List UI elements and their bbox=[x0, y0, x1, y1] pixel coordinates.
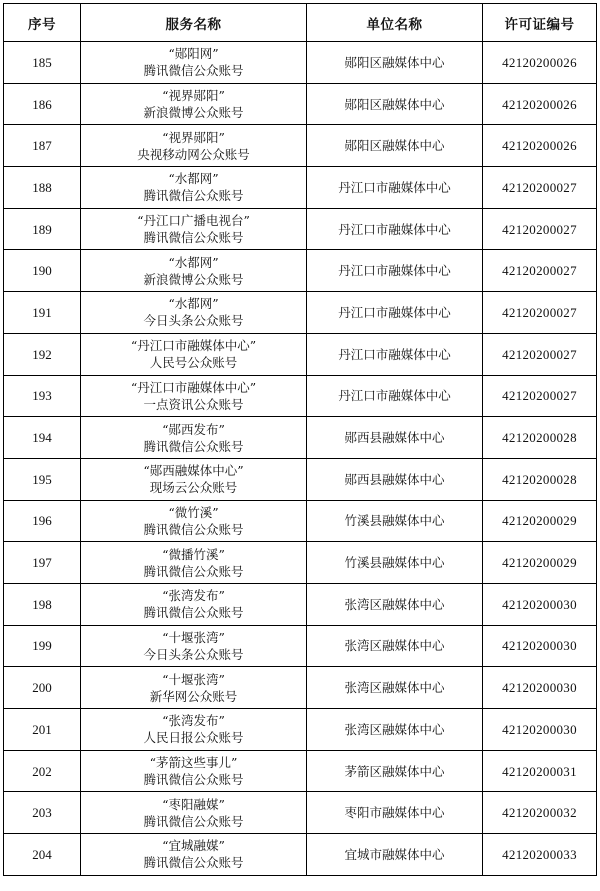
cell-license-number: 42120200030 bbox=[483, 583, 597, 625]
cell-service-name bbox=[81, 583, 307, 625]
cell-unit-name: 郧西县融媒体中心 bbox=[307, 417, 483, 459]
service-account-name: “茅箭这些事儿” bbox=[149, 755, 238, 771]
cell-unit-name: 丹江口市融媒体中心 bbox=[307, 250, 483, 292]
cell-service-name bbox=[81, 542, 307, 584]
service-platform: 腾讯微信公众账号 bbox=[143, 772, 244, 788]
cell-service-name bbox=[81, 333, 307, 375]
cell-service-name bbox=[81, 667, 307, 709]
service-platform: 新华网公众账号 bbox=[149, 688, 238, 704]
cell-unit-name: 竹溪县融媒体中心 bbox=[307, 500, 483, 542]
cell-license-number: 42120200033 bbox=[483, 834, 597, 876]
service-account-name: “微播竹溪” bbox=[162, 546, 225, 562]
table-row bbox=[4, 500, 597, 542]
table-row bbox=[4, 458, 597, 500]
cell-license-number: 42120200027 bbox=[483, 375, 597, 417]
cell-unit-name: 郧阳区融媒体中心 bbox=[307, 42, 483, 84]
cell-serial-number: 188 bbox=[4, 167, 81, 209]
service-account-name: “微竹溪” bbox=[168, 504, 219, 520]
cell-unit-name: 郧阳区融媒体中心 bbox=[307, 125, 483, 167]
cell-license-number: 42120200027 bbox=[483, 167, 597, 209]
cell-license-number: 42120200026 bbox=[483, 42, 597, 84]
service-account-name: “枣阳融媒” bbox=[162, 796, 225, 812]
service-account-name: “郧西发布” bbox=[162, 421, 225, 437]
service-platform: 腾讯微信公众账号 bbox=[143, 813, 244, 829]
cell-license-number: 42120200026 bbox=[483, 125, 597, 167]
cell-unit-name: 张湾区融媒体中心 bbox=[307, 709, 483, 751]
table-row bbox=[4, 834, 597, 876]
table-row bbox=[4, 167, 597, 209]
cell-unit-name: 枣阳市融媒体中心 bbox=[307, 792, 483, 834]
cell-service-name bbox=[81, 417, 307, 459]
service-platform: 腾讯微信公众账号 bbox=[143, 188, 244, 204]
cell-service-name bbox=[81, 167, 307, 209]
service-account-name: “宜城融媒” bbox=[162, 838, 225, 854]
cell-serial-number: 199 bbox=[4, 625, 81, 667]
cell-unit-name: 宜城市融媒体中心 bbox=[307, 834, 483, 876]
cell-serial-number: 194 bbox=[4, 417, 81, 459]
cell-service-name bbox=[81, 750, 307, 792]
table-row bbox=[4, 42, 597, 84]
service-platform: 腾讯微信公众账号 bbox=[143, 521, 244, 537]
cell-unit-name: 丹江口市融媒体中心 bbox=[307, 208, 483, 250]
table-row bbox=[4, 583, 597, 625]
cell-license-number: 42120200027 bbox=[483, 333, 597, 375]
service-account-name: “张湾发布” bbox=[162, 713, 225, 729]
cell-license-number: 42120200032 bbox=[483, 792, 597, 834]
cell-serial-number: 197 bbox=[4, 542, 81, 584]
service-platform: 腾讯微信公众账号 bbox=[143, 63, 244, 79]
service-platform: 腾讯微信公众账号 bbox=[143, 605, 244, 621]
service-account-name: “水都网” bbox=[168, 254, 219, 270]
service-platform: 腾讯微信公众账号 bbox=[143, 855, 244, 871]
service-account-name: “十堰张湾” bbox=[162, 629, 225, 645]
cell-service-name bbox=[81, 792, 307, 834]
cell-license-number: 42120200028 bbox=[483, 417, 597, 459]
table-row bbox=[4, 83, 597, 125]
cell-service-name bbox=[81, 625, 307, 667]
service-platform: 腾讯微信公众账号 bbox=[143, 563, 244, 579]
cell-license-number: 42120200029 bbox=[483, 542, 597, 584]
cell-serial-number: 196 bbox=[4, 500, 81, 542]
cell-serial-number: 187 bbox=[4, 125, 81, 167]
service-account-name: “丹江口广播电视台” bbox=[137, 213, 250, 229]
service-account-name: “视界郧阳” bbox=[162, 129, 225, 145]
service-platform: 人民号公众账号 bbox=[149, 355, 238, 371]
cell-unit-name: 张湾区融媒体中心 bbox=[307, 625, 483, 667]
header-unit-name: 单位名称 bbox=[307, 4, 483, 42]
cell-unit-name: 张湾区融媒体中心 bbox=[307, 583, 483, 625]
service-platform: 现场云公众账号 bbox=[149, 480, 238, 496]
service-platform: 一点资讯公众账号 bbox=[143, 396, 244, 412]
service-platform: 腾讯微信公众账号 bbox=[143, 438, 244, 454]
service-account-name: “郧西融媒体中心” bbox=[143, 463, 244, 479]
cell-service-name bbox=[81, 83, 307, 125]
cell-unit-name: 张湾区融媒体中心 bbox=[307, 667, 483, 709]
service-account-name: “丹江口市融媒体中心” bbox=[130, 338, 257, 354]
cell-service-name bbox=[81, 125, 307, 167]
cell-license-number: 42120200027 bbox=[483, 292, 597, 334]
cell-unit-name: 郧西县融媒体中心 bbox=[307, 458, 483, 500]
service-account-name: “张湾发布” bbox=[162, 588, 225, 604]
table-row bbox=[4, 375, 597, 417]
service-platform: 新浪微博公众账号 bbox=[143, 271, 244, 287]
service-platform: 腾讯微信公众账号 bbox=[143, 230, 244, 246]
cell-service-name bbox=[81, 208, 307, 250]
table-row bbox=[4, 208, 597, 250]
table-row bbox=[4, 667, 597, 709]
cell-license-number: 42120200026 bbox=[483, 83, 597, 125]
service-platform: 新浪微博公众账号 bbox=[143, 105, 244, 121]
cell-unit-name: 竹溪县融媒体中心 bbox=[307, 542, 483, 584]
cell-unit-name: 茅箭区融媒体中心 bbox=[307, 750, 483, 792]
cell-license-number: 42120200028 bbox=[483, 458, 597, 500]
table-row bbox=[4, 542, 597, 584]
table-row bbox=[4, 750, 597, 792]
cell-license-number: 42120200029 bbox=[483, 500, 597, 542]
cell-serial-number: 185 bbox=[4, 42, 81, 84]
cell-unit-name: 丹江口市融媒体中心 bbox=[307, 167, 483, 209]
header-license-number: 许可证编号 bbox=[483, 4, 597, 42]
cell-license-number: 42120200031 bbox=[483, 750, 597, 792]
cell-serial-number: 198 bbox=[4, 583, 81, 625]
cell-serial-number: 204 bbox=[4, 834, 81, 876]
cell-service-name bbox=[81, 834, 307, 876]
cell-service-name bbox=[81, 292, 307, 334]
table-body bbox=[4, 42, 597, 876]
cell-service-name bbox=[81, 709, 307, 751]
service-account-name: “水都网” bbox=[168, 171, 219, 187]
table-row bbox=[4, 250, 597, 292]
service-platform: 今日头条公众账号 bbox=[143, 313, 244, 329]
cell-license-number: 42120200030 bbox=[483, 667, 597, 709]
header-service-name: 服务名称 bbox=[81, 4, 307, 42]
cell-service-name bbox=[81, 500, 307, 542]
cell-serial-number: 193 bbox=[4, 375, 81, 417]
license-table bbox=[3, 3, 597, 876]
document-page bbox=[3, 3, 596, 876]
cell-unit-name: 丹江口市融媒体中心 bbox=[307, 333, 483, 375]
cell-serial-number: 203 bbox=[4, 792, 81, 834]
cell-serial-number: 191 bbox=[4, 292, 81, 334]
cell-service-name bbox=[81, 458, 307, 500]
cell-serial-number: 200 bbox=[4, 667, 81, 709]
cell-serial-number: 190 bbox=[4, 250, 81, 292]
cell-serial-number: 201 bbox=[4, 709, 81, 751]
service-platform: 央视移动网公众账号 bbox=[137, 146, 250, 162]
table-row bbox=[4, 333, 597, 375]
cell-unit-name: 郧阳区融媒体中心 bbox=[307, 83, 483, 125]
cell-license-number: 42120200027 bbox=[483, 208, 597, 250]
service-platform: 人民日报公众账号 bbox=[143, 730, 244, 746]
cell-service-name bbox=[81, 375, 307, 417]
cell-serial-number: 195 bbox=[4, 458, 81, 500]
cell-license-number: 42120200027 bbox=[483, 250, 597, 292]
cell-service-name bbox=[81, 42, 307, 84]
cell-unit-name: 丹江口市融媒体中心 bbox=[307, 375, 483, 417]
service-account-name: “水都网” bbox=[168, 296, 219, 312]
cell-license-number: 42120200030 bbox=[483, 709, 597, 751]
cell-serial-number: 192 bbox=[4, 333, 81, 375]
service-account-name: “视界郧阳” bbox=[162, 88, 225, 104]
table-row bbox=[4, 625, 597, 667]
service-account-name: “十堰张湾” bbox=[162, 671, 225, 687]
table-header-row bbox=[4, 4, 597, 42]
cell-license-number: 42120200030 bbox=[483, 625, 597, 667]
header-serial-number: 序号 bbox=[4, 4, 81, 42]
table-row bbox=[4, 125, 597, 167]
service-account-name: “郧阳网” bbox=[168, 46, 219, 62]
cell-serial-number: 202 bbox=[4, 750, 81, 792]
table-row bbox=[4, 709, 597, 751]
service-platform: 今日头条公众账号 bbox=[143, 646, 244, 662]
table-row bbox=[4, 292, 597, 334]
service-account-name: “丹江口市融媒体中心” bbox=[130, 379, 257, 395]
table-row bbox=[4, 792, 597, 834]
cell-serial-number: 189 bbox=[4, 208, 81, 250]
cell-service-name bbox=[81, 250, 307, 292]
table-row bbox=[4, 417, 597, 459]
cell-unit-name: 丹江口市融媒体中心 bbox=[307, 292, 483, 334]
cell-serial-number: 186 bbox=[4, 83, 81, 125]
